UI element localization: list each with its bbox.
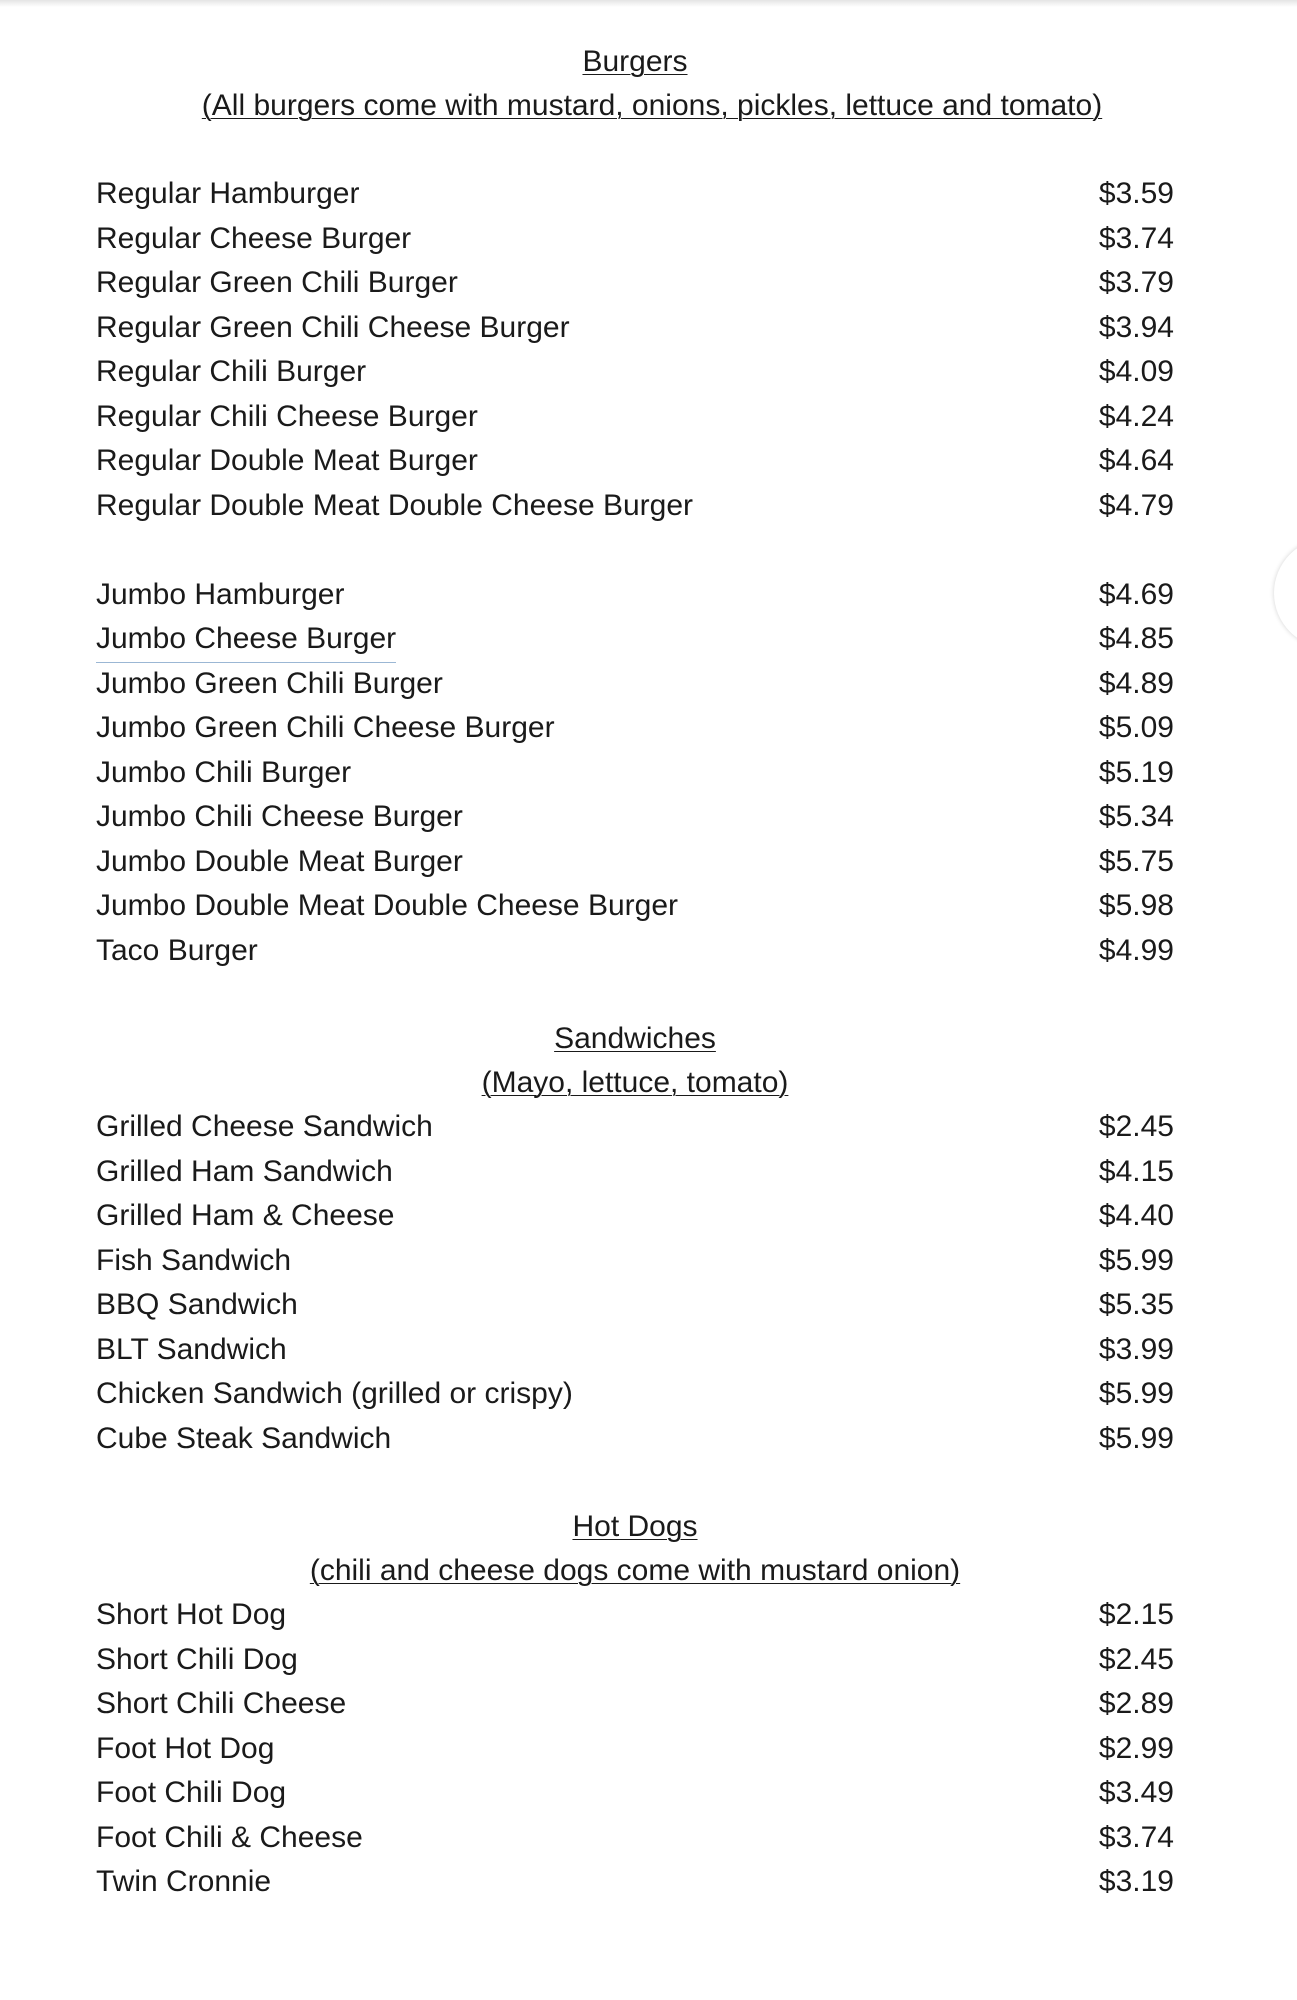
menu-item: [96, 306, 1174, 351]
item-price: $4.15: [1098, 1154, 1174, 1188]
menu-item: [96, 1771, 1174, 1816]
item-price: $4.85: [1098, 622, 1174, 655]
burgers-subtitle: (All burgers come with mustard, onions, pickles, lettuce and tomato): [201, 89, 1103, 122]
item-price: $3.99: [1098, 1332, 1174, 1366]
menu-item: [96, 484, 1174, 529]
item-name: Jumbo Green Chili Cheese Burger: [96, 711, 555, 744]
top-shadow: [0, 0, 1297, 7]
menu-item: [96, 261, 1174, 306]
menu-item: [96, 350, 1174, 395]
item-price: $4.89: [1098, 666, 1174, 700]
item-price: $5.75: [1098, 844, 1174, 878]
item-price: $4.24: [1098, 399, 1174, 433]
item-name: BBQ Sandwich: [96, 1288, 298, 1321]
item-price: $4.40: [1098, 1199, 1174, 1232]
item-name: BLT Sandwich: [96, 1332, 287, 1366]
item-name: Grilled Ham & Cheese: [96, 1199, 395, 1232]
item-price: $3.49: [1098, 1776, 1174, 1809]
item-price: $2.89: [1098, 1687, 1174, 1720]
menu-item: [96, 217, 1174, 262]
item-price: $3.94: [1098, 310, 1174, 344]
hot-dogs-subtitle: (chili and cheese dogs come with mustard onion): [309, 1554, 961, 1587]
menu-item: [96, 751, 1174, 796]
sandwiches-subtitle: (Mayo, lettuce, tomato): [481, 1066, 789, 1099]
item-name: Short Hot Dog: [96, 1598, 287, 1631]
jumbo-burgers-list: [96, 573, 1174, 974]
item-price: $4.69: [1098, 577, 1174, 611]
item-name: Regular Double Meat Double Cheese Burger: [96, 488, 694, 522]
item-name: Jumbo Chili Cheese Burger: [96, 800, 463, 833]
item-price: $3.79: [1098, 266, 1174, 299]
menu-item: [96, 884, 1174, 929]
menu-item: [96, 1150, 1174, 1195]
menu-item: [96, 1372, 1174, 1417]
item-name: Regular Cheese Burger: [96, 221, 412, 255]
menu-item: [96, 1860, 1174, 1905]
item-price: $5.34: [1098, 800, 1174, 833]
menu-item: [96, 1239, 1174, 1284]
item-name: Jumbo Cheese Burger: [96, 617, 396, 663]
item-price: $5.35: [1098, 1288, 1174, 1321]
item-name: Regular Chili Cheese Burger: [96, 399, 478, 433]
menu-item: [96, 1593, 1174, 1638]
item-price: $5.98: [1098, 889, 1174, 922]
item-price: $5.19: [1098, 755, 1174, 789]
menu-item: [96, 929, 1174, 974]
item-name: Cube Steak Sandwich: [96, 1421, 392, 1455]
item-name: Regular Double Meat Burger: [96, 444, 478, 477]
menu-item: [96, 840, 1174, 885]
item-name: Chicken Sandwich (grilled or crispy): [96, 1377, 573, 1410]
item-price: $5.09: [1098, 711, 1174, 744]
item-price: $5.99: [1098, 1377, 1174, 1410]
item-price: $3.74: [1098, 221, 1174, 255]
item-price: $2.45: [1098, 1642, 1174, 1676]
item-price: $4.99: [1098, 933, 1174, 967]
item-price: $3.59: [1098, 177, 1174, 210]
item-name: Jumbo Hamburger: [96, 577, 345, 611]
item-name: Short Chili Dog: [96, 1642, 298, 1676]
item-name: Short Chili Cheese: [96, 1687, 347, 1720]
menu-item: [96, 617, 1174, 662]
item-name: Foot Chili & Cheese: [96, 1820, 363, 1854]
sandwiches-list: [96, 1105, 1174, 1461]
menu-item: [96, 573, 1174, 618]
item-price: $3.74: [1098, 1820, 1174, 1854]
menu-item: [96, 795, 1174, 840]
item-price: $4.79: [1098, 488, 1174, 522]
burgers-heading: [96, 40, 1174, 128]
item-name: Regular Green Chili Burger: [96, 266, 458, 299]
item-name: Grilled Cheese Sandwich: [96, 1110, 433, 1143]
menu-item: [96, 1682, 1174, 1727]
edge-scroll-handle[interactable]: [1274, 538, 1297, 648]
menu-item: [96, 1417, 1174, 1462]
menu-item: [96, 1816, 1174, 1861]
menu-item: [96, 706, 1174, 751]
item-name: Regular Hamburger: [96, 177, 360, 210]
item-name: Regular Chili Burger: [96, 355, 367, 388]
item-name: Grilled Ham Sandwich: [96, 1154, 393, 1188]
menu-item: [96, 1727, 1174, 1772]
burgers-title: Burgers: [582, 45, 688, 78]
item-price: $4.09: [1098, 355, 1174, 388]
item-name: Jumbo Green Chili Burger: [96, 666, 443, 700]
hot-dogs-heading: [96, 1505, 1174, 1593]
item-name: Foot Hot Dog: [96, 1731, 275, 1765]
menu-item: [96, 1283, 1174, 1328]
item-price: $5.99: [1098, 1421, 1174, 1455]
item-name: Taco Burger: [96, 933, 258, 967]
item-price: $4.64: [1098, 444, 1174, 477]
menu-item: [96, 439, 1174, 484]
item-price: $5.99: [1098, 1243, 1174, 1277]
menu-item: [96, 395, 1174, 440]
menu-item: [96, 1328, 1174, 1373]
item-price: $2.15: [1098, 1598, 1174, 1631]
regular-burgers-list: [96, 172, 1174, 528]
item-name: Jumbo Double Meat Double Cheese Burger: [96, 889, 678, 922]
item-price: $2.99: [1098, 1731, 1174, 1765]
item-name: Jumbo Chili Burger: [96, 755, 352, 789]
item-price: $2.45: [1098, 1110, 1174, 1143]
sandwiches-heading: [96, 1017, 1174, 1105]
hot-dogs-title: Hot Dogs: [572, 1510, 698, 1543]
item-name: Twin Cronnie: [96, 1865, 272, 1898]
menu-document: [96, 40, 1174, 1905]
item-name: Foot Chili Dog: [96, 1776, 287, 1809]
hot-dogs-list: [96, 1593, 1174, 1905]
menu-item: [96, 172, 1174, 217]
item-name: Fish Sandwich: [96, 1243, 292, 1277]
sandwiches-title: Sandwiches: [554, 1022, 716, 1055]
item-name: Regular Green Chili Cheese Burger: [96, 310, 570, 344]
menu-item: [96, 1638, 1174, 1683]
menu-item: [96, 1105, 1174, 1150]
item-name: Jumbo Double Meat Burger: [96, 844, 463, 878]
menu-item: [96, 1194, 1174, 1239]
item-price: $3.19: [1098, 1865, 1174, 1898]
menu-item: [96, 662, 1174, 707]
